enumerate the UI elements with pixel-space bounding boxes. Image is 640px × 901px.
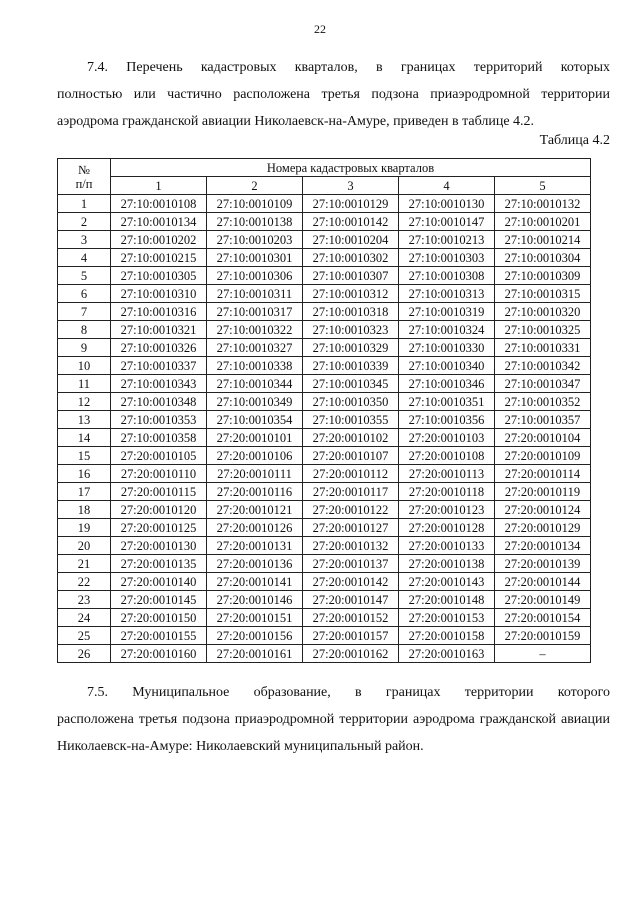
cadastral-quarter-cell: 27:10:0010330 (399, 339, 495, 357)
cadastral-quarter-cell: 27:10:0010313 (399, 285, 495, 303)
section-7-5-text: расположена третья подзона приаэродромной территории аэродрома гражданской авиации Николаевск-на-Амуре: Николаевский муниципальный район. (57, 712, 610, 754)
row-number-cell: 12 (58, 393, 111, 411)
cadastral-quarter-cell: 27:20:0010111 (207, 465, 303, 483)
table-row (58, 231, 591, 249)
table-subheader-row (58, 177, 591, 195)
cadastral-quarter-cell: 27:10:0010109 (207, 195, 303, 213)
cadastral-quarter-cell: 27:10:0010344 (207, 375, 303, 393)
cadastral-quarter-cell: 27:10:0010319 (399, 303, 495, 321)
cadastral-quarter-cell: 27:10:0010346 (399, 375, 495, 393)
cadastral-table (57, 158, 591, 663)
cadastral-quarter-cell: 27:10:0010321 (111, 321, 207, 339)
cadastral-quarter-cell: 27:10:0010214 (495, 231, 591, 249)
row-number-cell: 26 (58, 645, 111, 663)
cadastral-quarter-cell: 27:20:0010133 (399, 537, 495, 555)
cadastral-quarter-cell: 27:20:0010156 (207, 627, 303, 645)
cadastral-quarter-cell: – (495, 645, 591, 663)
table-row (58, 213, 591, 231)
cadastral-quarter-cell: 27:20:0010142 (303, 573, 399, 591)
page-number: 22 (314, 22, 326, 36)
cadastral-quarter-cell: 27:20:0010135 (111, 555, 207, 573)
cadastral-quarter-cell: 27:20:0010132 (303, 537, 399, 555)
table-row (58, 555, 591, 573)
row-number-cell: 2 (58, 213, 111, 231)
cadastral-quarter-cell: 27:20:0010108 (399, 447, 495, 465)
table-body (58, 195, 591, 663)
cadastral-quarter-cell: 27:10:0010343 (111, 375, 207, 393)
cadastral-quarter-cell: 27:20:0010137 (303, 555, 399, 573)
table-row (58, 483, 591, 501)
cadastral-quarter-cell: 27:20:0010144 (495, 573, 591, 591)
cadastral-quarter-cell: 27:20:0010146 (207, 591, 303, 609)
cadastral-quarter-cell: 27:10:0010312 (303, 285, 399, 303)
cadastral-quarter-cell: 27:20:0010161 (207, 645, 303, 663)
cadastral-quarter-cell: 27:10:0010317 (207, 303, 303, 321)
cadastral-quarter-cell: 27:10:0010322 (207, 321, 303, 339)
cadastral-quarter-cell: 27:20:0010151 (207, 609, 303, 627)
table-row (58, 537, 591, 555)
table-row (58, 591, 591, 609)
cadastral-quarter-cell: 27:20:0010158 (399, 627, 495, 645)
cadastral-quarter-cell: 27:20:0010127 (303, 519, 399, 537)
cadastral-quarter-cell: 27:20:0010141 (207, 573, 303, 591)
row-number-cell: 22 (58, 573, 111, 591)
cadastral-quarter-cell: 27:10:0010142 (303, 213, 399, 231)
row-number-cell: 21 (58, 555, 111, 573)
table-row (58, 393, 591, 411)
row-number-cell: 24 (58, 609, 111, 627)
cadastral-quarter-cell: 27:20:0010122 (303, 501, 399, 519)
cadastral-quarter-cell: 27:10:0010132 (495, 195, 591, 213)
row-number-cell: 7 (58, 303, 111, 321)
table-row (58, 339, 591, 357)
cadastral-quarter-cell: 27:20:0010126 (207, 519, 303, 537)
row-number-cell: 16 (58, 465, 111, 483)
cadastral-quarter-cell: 27:10:0010309 (495, 267, 591, 285)
table-row (58, 609, 591, 627)
section-7-5-first-line: 7.5. Муниципальное образование, в границах территории которого (87, 685, 610, 700)
column-header: 5 (495, 177, 591, 195)
cadastral-quarter-cell: 27:20:0010157 (303, 627, 399, 645)
cadastral-quarter-cell: 27:20:0010124 (495, 501, 591, 519)
row-number-cell: 14 (58, 429, 111, 447)
cadastral-quarter-cell: 27:20:0010159 (495, 627, 591, 645)
cadastral-quarter-cell: 27:20:0010119 (495, 483, 591, 501)
cadastral-quarter-cell: 27:20:0010121 (207, 501, 303, 519)
cadastral-quarter-cell: 27:20:0010152 (303, 609, 399, 627)
cadastral-quarter-cell: 27:20:0010129 (495, 519, 591, 537)
cadastral-quarter-cell: 27:10:0010320 (495, 303, 591, 321)
cadastral-quarter-cell: 27:10:0010134 (111, 213, 207, 231)
row-number-cell: 5 (58, 267, 111, 285)
cadastral-quarter-cell: 27:10:0010203 (207, 231, 303, 249)
section-7-4-first-line: 7.4. Перечень кадастровых кварталов, в границах территорий которых (87, 60, 610, 75)
cadastral-quarter-cell: 27:10:0010204 (303, 231, 399, 249)
cadastral-quarter-cell: 27:20:0010136 (207, 555, 303, 573)
cadastral-quarter-cell: 27:20:0010102 (303, 429, 399, 447)
cadastral-quarter-cell: 27:10:0010338 (207, 357, 303, 375)
cadastral-quarter-cell: 27:20:0010140 (111, 573, 207, 591)
cadastral-quarter-cell: 27:20:0010125 (111, 519, 207, 537)
cadastral-quarter-cell: 27:20:0010150 (111, 609, 207, 627)
cadastral-quarter-cell: 27:10:0010329 (303, 339, 399, 357)
cadastral-quarter-cell: 27:20:0010117 (303, 483, 399, 501)
cadastral-quarter-cell: 27:20:0010116 (207, 483, 303, 501)
table-row (58, 465, 591, 483)
cadastral-quarter-cell: 27:10:0010358 (111, 429, 207, 447)
cadastral-quarter-cell: 27:20:0010112 (303, 465, 399, 483)
table-row (58, 645, 591, 663)
cadastral-quarter-cell: 27:20:0010107 (303, 447, 399, 465)
cadastral-quarter-cell: 27:10:0010355 (303, 411, 399, 429)
row-number-cell: 11 (58, 375, 111, 393)
cadastral-quarter-cell: 27:10:0010347 (495, 375, 591, 393)
cadastral-quarter-cell: 27:20:0010153 (399, 609, 495, 627)
cadastral-quarter-cell: 27:10:0010201 (495, 213, 591, 231)
cadastral-quarter-cell: 27:10:0010342 (495, 357, 591, 375)
table-row (58, 321, 591, 339)
table-row (58, 303, 591, 321)
header-number-cell (58, 159, 111, 195)
table-row (58, 195, 591, 213)
cadastral-quarter-cell: 27:10:0010301 (207, 249, 303, 267)
cadastral-quarter-cell: 27:20:0010118 (399, 483, 495, 501)
cadastral-quarter-cell: 27:10:0010311 (207, 285, 303, 303)
cadastral-quarter-cell: 27:20:0010139 (495, 555, 591, 573)
row-number-cell: 20 (58, 537, 111, 555)
table-header-row (58, 159, 591, 177)
cadastral-quarter-cell: 27:10:0010354 (207, 411, 303, 429)
header-number-symbol: № (78, 162, 90, 177)
row-number-cell: 3 (58, 231, 111, 249)
row-number-cell: 6 (58, 285, 111, 303)
column-header: 1 (111, 177, 207, 195)
section-7-4-text: полностью или частично расположена третья подзона приаэродромной территории аэродрома гражданской авиации Николаевск-на-Амуре, приведен в таблице 4.2. (57, 87, 610, 129)
section-7-4-paragraph (57, 54, 610, 135)
cadastral-quarter-cell: 27:20:0010138 (399, 555, 495, 573)
column-header: 3 (303, 177, 399, 195)
cadastral-quarter-cell: 27:20:0010115 (111, 483, 207, 501)
table-row (58, 573, 591, 591)
row-number-cell: 25 (58, 627, 111, 645)
row-number-cell: 9 (58, 339, 111, 357)
cadastral-quarter-cell: 27:20:0010113 (399, 465, 495, 483)
cadastral-quarter-cell: 27:10:0010310 (111, 285, 207, 303)
row-number-cell: 18 (58, 501, 111, 519)
cadastral-quarter-cell: 27:20:0010143 (399, 573, 495, 591)
cadastral-quarter-cell: 27:20:0010163 (399, 645, 495, 663)
cadastral-quarter-cell: 27:20:0010154 (495, 609, 591, 627)
table-row (58, 519, 591, 537)
cadastral-quarter-cell: 27:20:0010134 (495, 537, 591, 555)
cadastral-quarter-cell: 27:20:0010149 (495, 591, 591, 609)
header-number-label: п/п (75, 176, 93, 191)
table-row (58, 447, 591, 465)
row-number-cell: 13 (58, 411, 111, 429)
cadastral-quarter-cell: 27:10:0010213 (399, 231, 495, 249)
header-group-title: Номера кадастровых кварталов (111, 159, 591, 177)
row-number-cell: 4 (58, 249, 111, 267)
row-number-cell: 1 (58, 195, 111, 213)
cadastral-quarter-cell: 27:10:0010303 (399, 249, 495, 267)
cadastral-quarter-cell: 27:20:0010101 (207, 429, 303, 447)
cadastral-quarter-cell: 27:10:0010323 (303, 321, 399, 339)
cadastral-quarter-cell: 27:10:0010302 (303, 249, 399, 267)
cadastral-quarter-cell: 27:20:0010105 (111, 447, 207, 465)
cadastral-quarter-cell: 27:10:0010324 (399, 321, 495, 339)
cadastral-quarter-cell: 27:20:0010147 (303, 591, 399, 609)
cadastral-quarter-cell: 27:10:0010357 (495, 411, 591, 429)
cadastral-quarter-cell: 27:10:0010352 (495, 393, 591, 411)
cadastral-quarter-cell: 27:20:0010120 (111, 501, 207, 519)
cadastral-quarter-cell: 27:10:0010306 (207, 267, 303, 285)
cadastral-quarter-cell: 27:10:0010315 (495, 285, 591, 303)
cadastral-quarter-cell: 27:10:0010147 (399, 213, 495, 231)
cadastral-quarter-cell: 27:20:0010109 (495, 447, 591, 465)
cadastral-quarter-cell: 27:10:0010345 (303, 375, 399, 393)
table-row (58, 249, 591, 267)
row-number-cell: 23 (58, 591, 111, 609)
cadastral-quarter-cell: 27:10:0010337 (111, 357, 207, 375)
cadastral-quarter-cell: 27:10:0010130 (399, 195, 495, 213)
cadastral-quarter-cell: 27:20:0010103 (399, 429, 495, 447)
cadastral-quarter-cell: 27:20:0010128 (399, 519, 495, 537)
table-row (58, 429, 591, 447)
cadastral-quarter-cell: 27:10:0010138 (207, 213, 303, 231)
table-row (58, 267, 591, 285)
cadastral-quarter-cell: 27:20:0010110 (111, 465, 207, 483)
cadastral-quarter-cell: 27:20:0010130 (111, 537, 207, 555)
cadastral-quarter-cell: 27:20:0010131 (207, 537, 303, 555)
cadastral-quarter-cell: 27:10:0010304 (495, 249, 591, 267)
table-caption: Таблица 4.2 (539, 133, 610, 148)
cadastral-quarter-cell: 27:10:0010108 (111, 195, 207, 213)
cadastral-quarter-cell: 27:10:0010316 (111, 303, 207, 321)
cadastral-quarter-cell: 27:10:0010215 (111, 249, 207, 267)
cadastral-quarter-cell: 27:10:0010351 (399, 393, 495, 411)
table-row (58, 501, 591, 519)
cadastral-quarter-cell: 27:20:0010155 (111, 627, 207, 645)
cadastral-quarter-cell: 27:20:0010145 (111, 591, 207, 609)
cadastral-quarter-cell: 27:10:0010202 (111, 231, 207, 249)
cadastral-quarter-cell: 27:10:0010356 (399, 411, 495, 429)
row-number-cell: 19 (58, 519, 111, 537)
row-number-cell: 10 (58, 357, 111, 375)
table-row (58, 285, 591, 303)
cadastral-quarter-cell: 27:20:0010148 (399, 591, 495, 609)
cadastral-quarter-cell: 27:10:0010318 (303, 303, 399, 321)
cadastral-quarter-cell: 27:10:0010340 (399, 357, 495, 375)
cadastral-quarter-cell: 27:20:0010160 (111, 645, 207, 663)
table-row (58, 411, 591, 429)
cadastral-quarter-cell: 27:10:0010308 (399, 267, 495, 285)
cadastral-quarter-cell: 27:20:0010123 (399, 501, 495, 519)
cadastral-quarter-cell: 27:10:0010331 (495, 339, 591, 357)
cadastral-quarter-cell: 27:10:0010353 (111, 411, 207, 429)
row-number-cell: 15 (58, 447, 111, 465)
cadastral-quarter-cell: 27:10:0010305 (111, 267, 207, 285)
cadastral-quarter-cell: 27:10:0010326 (111, 339, 207, 357)
cadastral-quarter-cell: 27:10:0010348 (111, 393, 207, 411)
row-number-cell: 8 (58, 321, 111, 339)
cadastral-quarter-cell: 27:10:0010349 (207, 393, 303, 411)
table-row (58, 375, 591, 393)
cadastral-quarter-cell: 27:10:0010325 (495, 321, 591, 339)
cadastral-quarter-cell: 27:20:0010162 (303, 645, 399, 663)
cadastral-quarter-cell: 27:10:0010307 (303, 267, 399, 285)
table-row (58, 357, 591, 375)
cadastral-quarter-cell: 27:10:0010327 (207, 339, 303, 357)
cadastral-quarter-cell: 27:10:0010339 (303, 357, 399, 375)
cadastral-quarter-cell: 27:10:0010129 (303, 195, 399, 213)
cadastral-quarter-cell: 27:20:0010106 (207, 447, 303, 465)
column-header: 4 (399, 177, 495, 195)
column-header: 2 (207, 177, 303, 195)
row-number-cell: 17 (58, 483, 111, 501)
table-row (58, 627, 591, 645)
cadastral-quarter-cell: 27:20:0010104 (495, 429, 591, 447)
cadastral-quarter-cell: 27:20:0010114 (495, 465, 591, 483)
cadastral-quarter-cell: 27:10:0010350 (303, 393, 399, 411)
section-7-5-paragraph (57, 679, 610, 760)
